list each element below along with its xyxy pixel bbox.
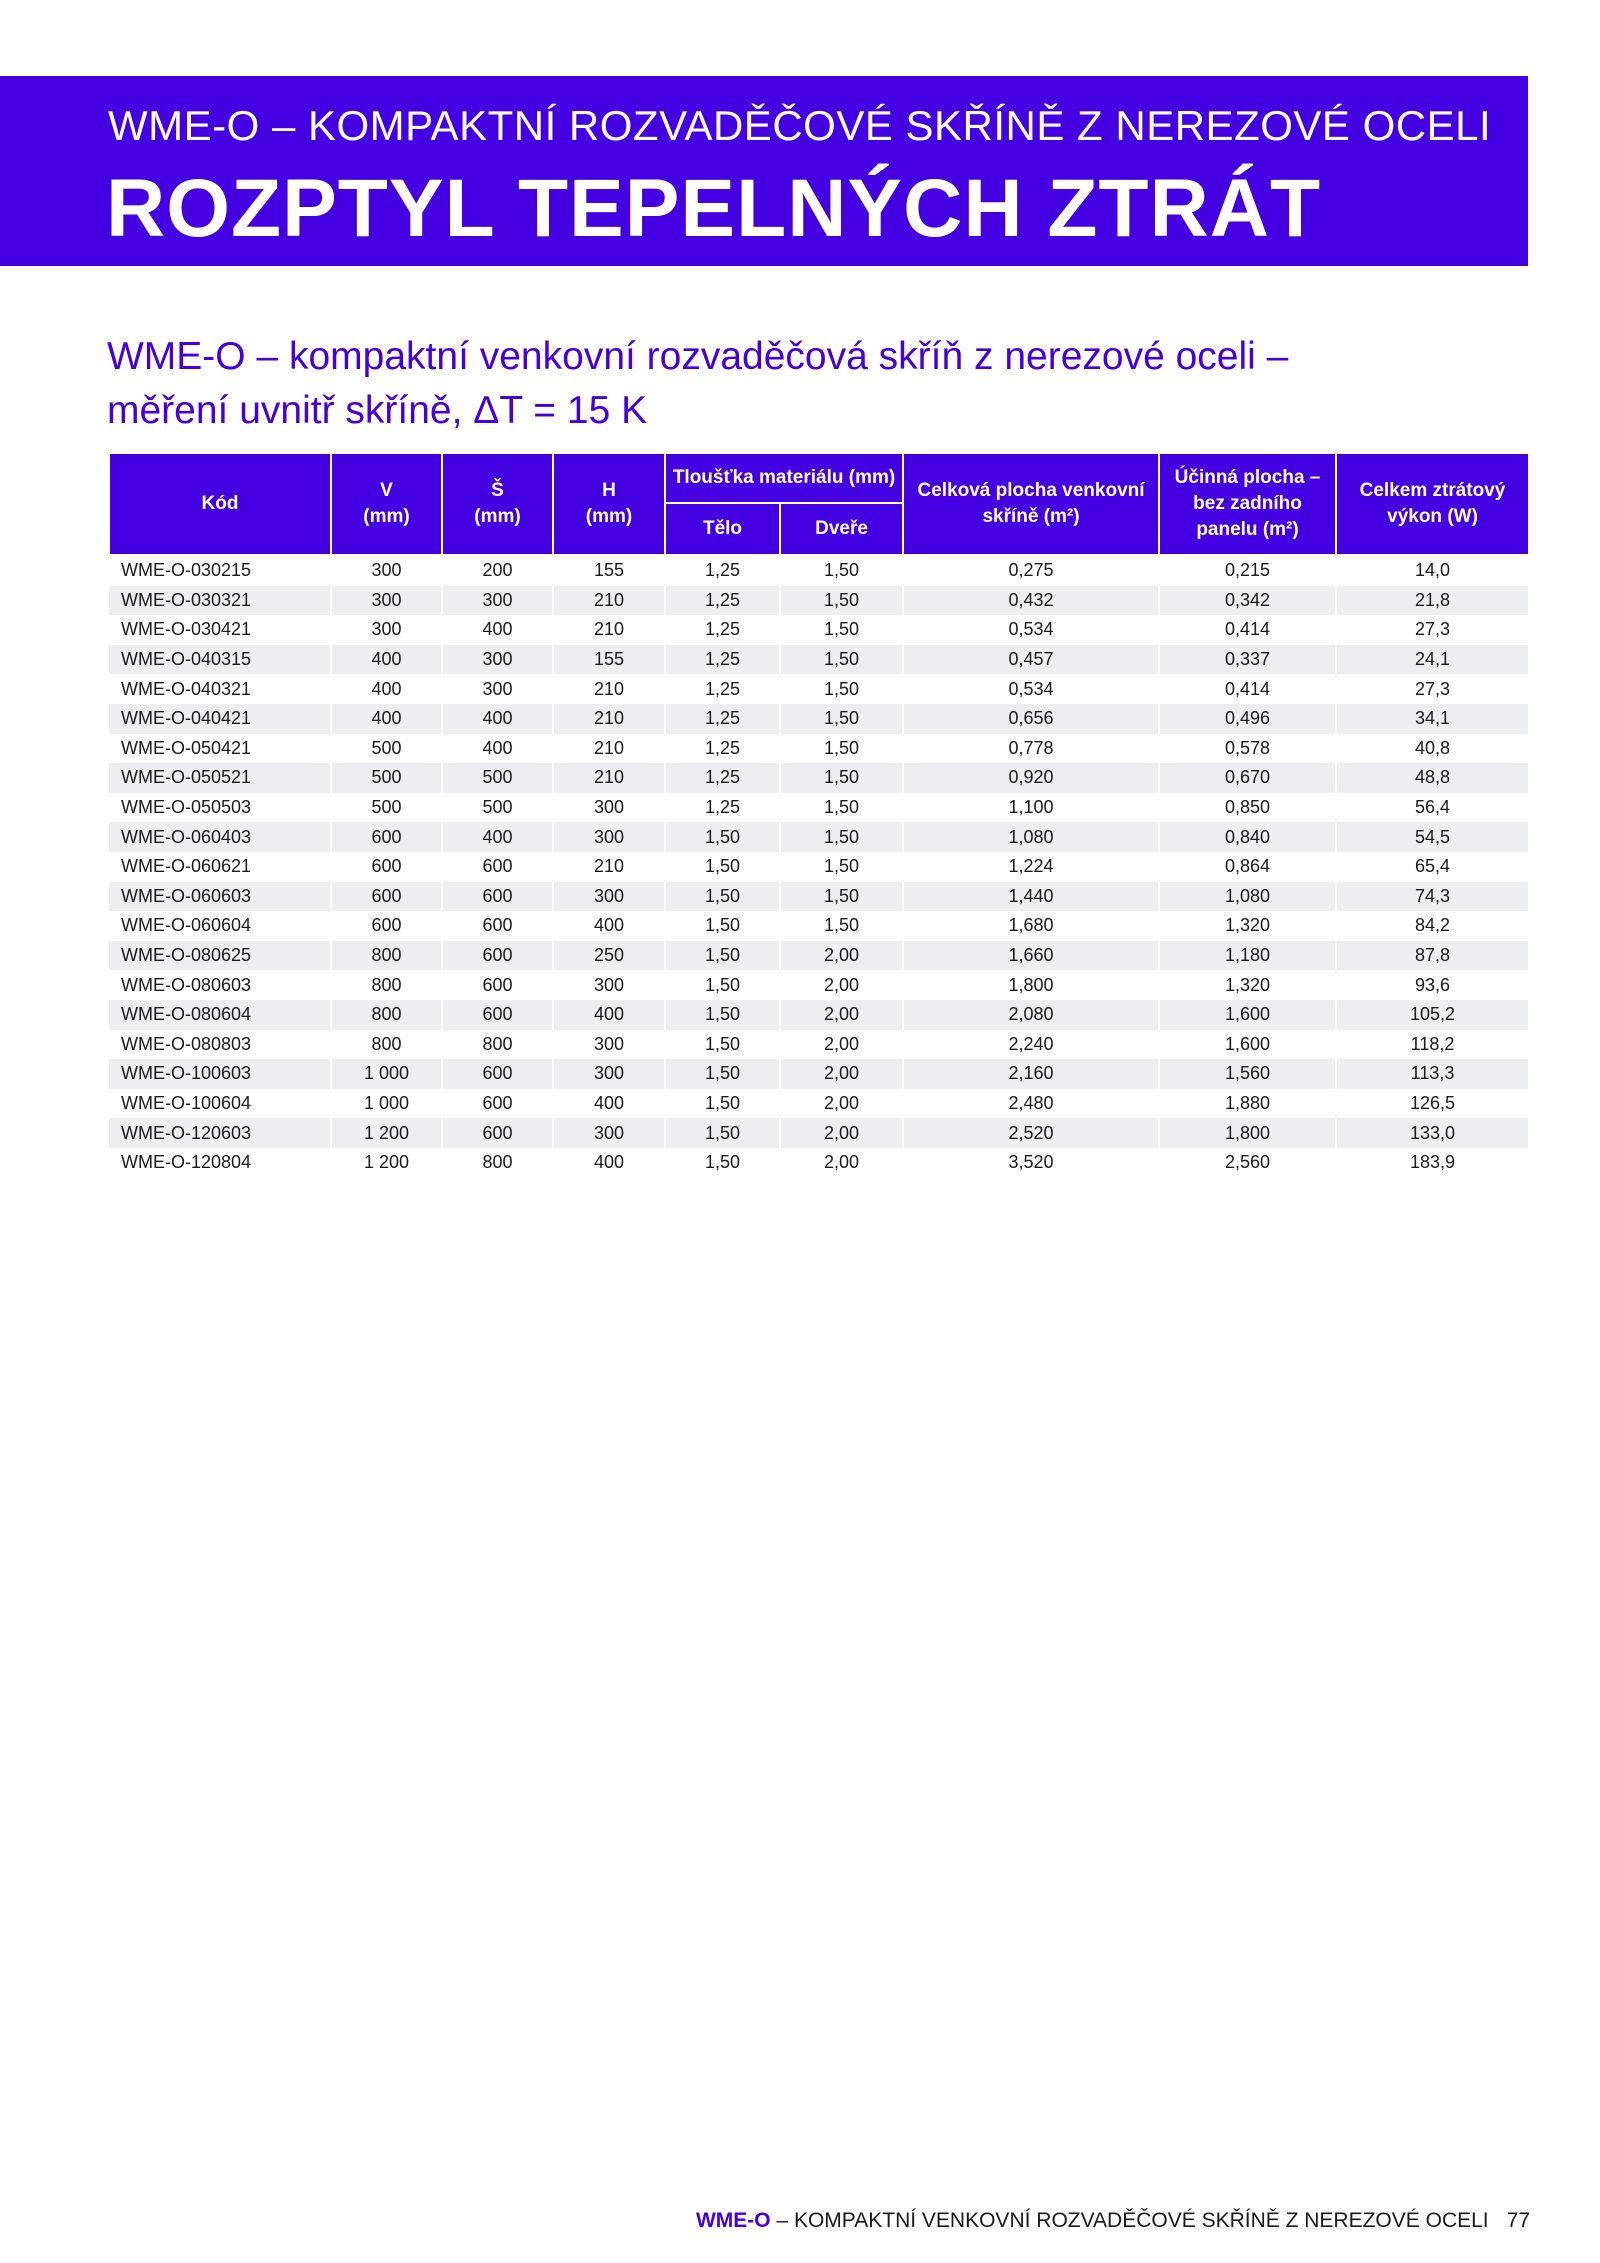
table-cell: 0,534 <box>903 615 1159 645</box>
table-cell: 1,25 <box>665 704 780 734</box>
table-cell: 1,224 <box>903 852 1159 882</box>
header-s-label: Š <box>491 480 504 501</box>
table-cell: 1,080 <box>1159 882 1336 912</box>
table-cell: 0,342 <box>1159 586 1336 616</box>
table-row <box>109 674 1529 704</box>
footer-text: – KOMPAKTNÍ VENKOVNÍ ROZVADĚČOVÉ SKŘÍNĚ Z NEREZOVÉ OCELI <box>770 2209 1489 2232</box>
header-kod: Kód <box>109 453 331 555</box>
table-cell: 300 <box>553 970 665 1000</box>
table-cell: 300 <box>553 822 665 852</box>
table-cell: 0,275 <box>903 555 1159 586</box>
table-cell: 210 <box>553 674 665 704</box>
table-cell: 600 <box>331 852 442 882</box>
table-cell: WME-O-080603 <box>109 970 331 1000</box>
table-cell: 0,215 <box>1159 555 1336 586</box>
table-cell: WME-O-120804 <box>109 1148 331 1178</box>
table-cell: 1,25 <box>665 586 780 616</box>
table-cell: 300 <box>442 586 553 616</box>
table-cell: 1,100 <box>903 793 1159 823</box>
table-cell: 1,320 <box>1159 911 1336 941</box>
table-cell: 210 <box>553 734 665 764</box>
table-row <box>109 1148 1529 1178</box>
table-cell: 1,50 <box>665 1030 780 1060</box>
table-cell: 1,25 <box>665 763 780 793</box>
table-cell: 1,50 <box>665 1118 780 1148</box>
table-cell: 105,2 <box>1336 1000 1529 1030</box>
table-cell: 0,850 <box>1159 793 1336 823</box>
table-cell: WME-O-080604 <box>109 1000 331 1030</box>
table-cell: WME-O-120603 <box>109 1118 331 1148</box>
table-cell: 400 <box>442 734 553 764</box>
table-cell: 210 <box>553 615 665 645</box>
table-cell: 93,6 <box>1336 970 1529 1000</box>
table-row <box>109 586 1529 616</box>
table-row <box>109 645 1529 675</box>
table-cell: 1,50 <box>780 645 903 675</box>
table-cell: 1,50 <box>780 852 903 882</box>
table-cell: 600 <box>331 911 442 941</box>
table-cell: 1,50 <box>665 1148 780 1178</box>
table-cell: 2,00 <box>780 1089 903 1119</box>
header-tloustka: Tloušťka materiálu (mm) <box>665 453 903 503</box>
table-body <box>109 555 1529 1177</box>
table-cell: 2,480 <box>903 1089 1159 1119</box>
table-cell: 1,25 <box>665 734 780 764</box>
table-cell: 1,50 <box>780 882 903 912</box>
table-cell: 210 <box>553 704 665 734</box>
table-cell: 300 <box>553 1030 665 1060</box>
table-cell: WME-O-030321 <box>109 586 331 616</box>
section-heading <box>107 330 1288 438</box>
table-cell: 800 <box>331 1030 442 1060</box>
table-cell: 0,534 <box>903 674 1159 704</box>
table-cell: 1,50 <box>780 793 903 823</box>
table-row <box>109 763 1529 793</box>
table-cell: 0,414 <box>1159 674 1336 704</box>
table-cell: 0,778 <box>903 734 1159 764</box>
table-cell: 300 <box>442 645 553 675</box>
header-v <box>331 453 442 555</box>
table-cell: 1,50 <box>665 911 780 941</box>
table-cell: 1,440 <box>903 882 1159 912</box>
table-cell: 2,080 <box>903 1000 1159 1030</box>
table-cell: 0,496 <box>1159 704 1336 734</box>
banner-subtitle: WME-O – KOMPAKTNÍ ROZVADĚČOVÉ SKŘÍNĚ Z NEREZOVÉ OCELI <box>108 102 1492 149</box>
table-cell: 400 <box>553 1000 665 1030</box>
section-heading-line2: měření uvnitř skříně, ΔT = 15 K <box>107 389 648 432</box>
table-cell: 27,3 <box>1336 615 1529 645</box>
table-cell: 1,50 <box>665 822 780 852</box>
table-cell: 2,00 <box>780 970 903 1000</box>
table-cell: 1 200 <box>331 1148 442 1178</box>
header-s-unit: (mm) <box>474 506 521 527</box>
table-cell: 1,50 <box>665 970 780 1000</box>
table-cell: 1 200 <box>331 1118 442 1148</box>
table-cell: 1,25 <box>665 615 780 645</box>
table-cell: 400 <box>331 674 442 704</box>
table-cell: 0,656 <box>903 704 1159 734</box>
table-cell: 600 <box>442 911 553 941</box>
table-cell: WME-O-060604 <box>109 911 331 941</box>
table-cell: 400 <box>442 615 553 645</box>
table-cell: 1,50 <box>665 1000 780 1030</box>
table-row <box>109 555 1529 586</box>
header-ucinna-plocha: Účinná plocha – bez zadního panelu (m²) <box>1159 453 1336 555</box>
table-cell: WME-O-060621 <box>109 852 331 882</box>
header-telo: Tělo <box>665 503 780 555</box>
table-cell: 40,8 <box>1336 734 1529 764</box>
table-cell: 0,670 <box>1159 763 1336 793</box>
table-cell: 0,864 <box>1159 852 1336 882</box>
table-cell: 48,8 <box>1336 763 1529 793</box>
header-s <box>442 453 553 555</box>
table-cell: 500 <box>442 763 553 793</box>
table-cell: WME-O-100603 <box>109 1059 331 1089</box>
table-cell: WME-O-100604 <box>109 1089 331 1119</box>
table-row <box>109 882 1529 912</box>
table-row <box>109 911 1529 941</box>
table-row <box>109 852 1529 882</box>
table-cell: 800 <box>331 1000 442 1030</box>
table-cell: WME-O-040421 <box>109 704 331 734</box>
table-cell: 1,50 <box>780 734 903 764</box>
table-cell: 1 000 <box>331 1059 442 1089</box>
table-cell: 1,50 <box>665 882 780 912</box>
table-cell: 600 <box>331 882 442 912</box>
table-cell: 300 <box>331 586 442 616</box>
table-cell: 400 <box>442 704 553 734</box>
table-cell: 1,25 <box>665 674 780 704</box>
table-cell: 1,50 <box>780 704 903 734</box>
table-row <box>109 1000 1529 1030</box>
table-cell: 400 <box>553 911 665 941</box>
table-cell: 87,8 <box>1336 941 1529 971</box>
table-cell: 500 <box>331 734 442 764</box>
table-cell: 2,00 <box>780 1030 903 1060</box>
table-cell: 183,9 <box>1336 1148 1529 1178</box>
table-cell: 1,50 <box>780 674 903 704</box>
table-cell: 400 <box>553 1148 665 1178</box>
table-cell: 155 <box>553 645 665 675</box>
table-cell: WME-O-040321 <box>109 674 331 704</box>
table-cell: 34,1 <box>1336 704 1529 734</box>
table-row <box>109 941 1529 971</box>
table-cell: 1,50 <box>665 1089 780 1119</box>
table-row <box>109 734 1529 764</box>
table-cell: 600 <box>442 852 553 882</box>
table-cell: 1,320 <box>1159 970 1336 1000</box>
table-cell: 600 <box>331 822 442 852</box>
table-cell: 2,00 <box>780 1000 903 1030</box>
table-row <box>109 970 1529 1000</box>
table-cell: 0,578 <box>1159 734 1336 764</box>
table-cell: WME-O-030421 <box>109 615 331 645</box>
table-cell: 300 <box>442 674 553 704</box>
table-cell: 1,880 <box>1159 1089 1336 1119</box>
table-cell: 1,800 <box>903 970 1159 1000</box>
table-cell: WME-O-060603 <box>109 882 331 912</box>
table-cell: 126,5 <box>1336 1089 1529 1119</box>
table-cell: WME-O-040315 <box>109 645 331 675</box>
table-cell: 1,080 <box>903 822 1159 852</box>
table-cell: 74,3 <box>1336 882 1529 912</box>
table-cell: 500 <box>331 763 442 793</box>
table-cell: 400 <box>553 1089 665 1119</box>
table-cell: 54,5 <box>1336 822 1529 852</box>
table-cell: 400 <box>442 822 553 852</box>
table-cell: 600 <box>442 1000 553 1030</box>
table-cell: 1,600 <box>1159 1030 1336 1060</box>
table-row <box>109 704 1529 734</box>
table-cell: 300 <box>553 1118 665 1148</box>
footer-brand: WME-O <box>695 2209 771 2232</box>
table-cell: 24,1 <box>1336 645 1529 675</box>
header-v-unit: (mm) <box>363 506 410 527</box>
table-cell: 1,180 <box>1159 941 1336 971</box>
table-cell: 0,414 <box>1159 615 1336 645</box>
table-cell: 300 <box>331 615 442 645</box>
table-cell: 56,4 <box>1336 793 1529 823</box>
table-cell: 65,4 <box>1336 852 1529 882</box>
table-cell: 210 <box>553 763 665 793</box>
table-row <box>109 615 1529 645</box>
table-header <box>109 453 1529 555</box>
table-cell: 1,50 <box>780 911 903 941</box>
table-cell: 1,660 <box>903 941 1159 971</box>
table-cell: 600 <box>442 970 553 1000</box>
header-ztratovy-vykon: Celkem ztrátový výkon (W) <box>1336 453 1529 555</box>
section-heading-line1: WME-O – kompaktní venkovní rozvaděčová skříň z nerezové oceli – <box>107 335 1289 378</box>
table-cell: 0,432 <box>903 586 1159 616</box>
table-cell: 1,50 <box>780 586 903 616</box>
table-cell: WME-O-080625 <box>109 941 331 971</box>
table-cell: 2,240 <box>903 1030 1159 1060</box>
table-cell: 1,25 <box>665 645 780 675</box>
header-h-unit: (mm) <box>585 506 633 527</box>
table-cell: 600 <box>442 1059 553 1089</box>
table-cell: 1,25 <box>665 555 780 586</box>
table-cell: 1,50 <box>665 852 780 882</box>
table-cell: 1 000 <box>331 1089 442 1119</box>
table-cell: WME-O-050521 <box>109 763 331 793</box>
table-cell: 0,457 <box>903 645 1159 675</box>
table-cell: WME-O-080803 <box>109 1030 331 1060</box>
table-cell: 210 <box>553 586 665 616</box>
table-cell: 1,680 <box>903 911 1159 941</box>
table-row <box>109 1059 1529 1089</box>
table-row <box>109 1089 1529 1119</box>
table-cell: 300 <box>553 793 665 823</box>
table-row <box>109 793 1529 823</box>
table-cell: 2,00 <box>780 1118 903 1148</box>
table-cell: 2,00 <box>780 1059 903 1089</box>
table-cell: 200 <box>442 555 553 586</box>
table-cell: 400 <box>331 645 442 675</box>
table-cell: 1,800 <box>1159 1118 1336 1148</box>
table-cell: 0,840 <box>1159 822 1336 852</box>
table-cell: 600 <box>442 882 553 912</box>
header-dvere: Dveře <box>780 503 903 555</box>
table-cell: 1,50 <box>780 763 903 793</box>
table-cell: 113,3 <box>1336 1059 1529 1089</box>
header-h-label: H <box>602 480 616 501</box>
table-cell: WME-O-060403 <box>109 822 331 852</box>
table-cell: 84,2 <box>1336 911 1529 941</box>
table-cell: 0,920 <box>903 763 1159 793</box>
table-cell: 3,520 <box>903 1148 1159 1178</box>
table-cell: 300 <box>331 555 442 586</box>
table-cell: 21,8 <box>1336 586 1529 616</box>
table-cell: 1,50 <box>665 1059 780 1089</box>
table-cell: 2,160 <box>903 1059 1159 1089</box>
header-banner <box>0 76 1528 266</box>
table-cell: 14,0 <box>1336 555 1529 586</box>
table-cell: 2,00 <box>780 941 903 971</box>
table-cell: 800 <box>331 941 442 971</box>
page-title: ROZPTYL TEPELNÝCH ZTRÁT <box>106 163 1322 254</box>
page-footer <box>696 2209 1530 2233</box>
header-v-label: V <box>380 480 393 501</box>
table-cell: WME-O-030215 <box>109 555 331 586</box>
table-cell: 600 <box>442 1118 553 1148</box>
table-cell: 1,50 <box>780 555 903 586</box>
heat-loss-table <box>108 452 1530 1177</box>
table-cell: 0,337 <box>1159 645 1336 675</box>
table-cell: 1,50 <box>780 822 903 852</box>
table-row <box>109 1030 1529 1060</box>
table-cell: 2,560 <box>1159 1148 1336 1178</box>
table-cell: 400 <box>331 704 442 734</box>
table-cell: 133,0 <box>1336 1118 1529 1148</box>
page-number: 77 <box>1506 2209 1530 2232</box>
table-cell: 1,25 <box>665 793 780 823</box>
table-cell: WME-O-050421 <box>109 734 331 764</box>
header-celkova-plocha: Celková plocha venkovní skříně (m²) <box>903 453 1159 555</box>
table-cell: 2,00 <box>780 1148 903 1178</box>
table-cell: 600 <box>442 941 553 971</box>
table-cell: 1,560 <box>1159 1059 1336 1089</box>
table-cell: 600 <box>442 1089 553 1119</box>
table-cell: 300 <box>553 1059 665 1089</box>
table-cell: 800 <box>442 1030 553 1060</box>
table-cell: 500 <box>442 793 553 823</box>
table-cell: 1,50 <box>665 941 780 971</box>
table-cell: 27,3 <box>1336 674 1529 704</box>
table-cell: 1,50 <box>780 615 903 645</box>
table-cell: WME-O-050503 <box>109 793 331 823</box>
table-cell: 210 <box>553 852 665 882</box>
header-h <box>553 453 665 555</box>
table-cell: 1,600 <box>1159 1000 1336 1030</box>
table-cell: 800 <box>331 970 442 1000</box>
table-row <box>109 1118 1529 1148</box>
table-cell: 800 <box>442 1148 553 1178</box>
table-cell: 155 <box>553 555 665 586</box>
table-cell: 250 <box>553 941 665 971</box>
table-row <box>109 822 1529 852</box>
table-cell: 500 <box>331 793 442 823</box>
table-cell: 2,520 <box>903 1118 1159 1148</box>
table-cell: 300 <box>553 882 665 912</box>
table-cell: 118,2 <box>1336 1030 1529 1060</box>
